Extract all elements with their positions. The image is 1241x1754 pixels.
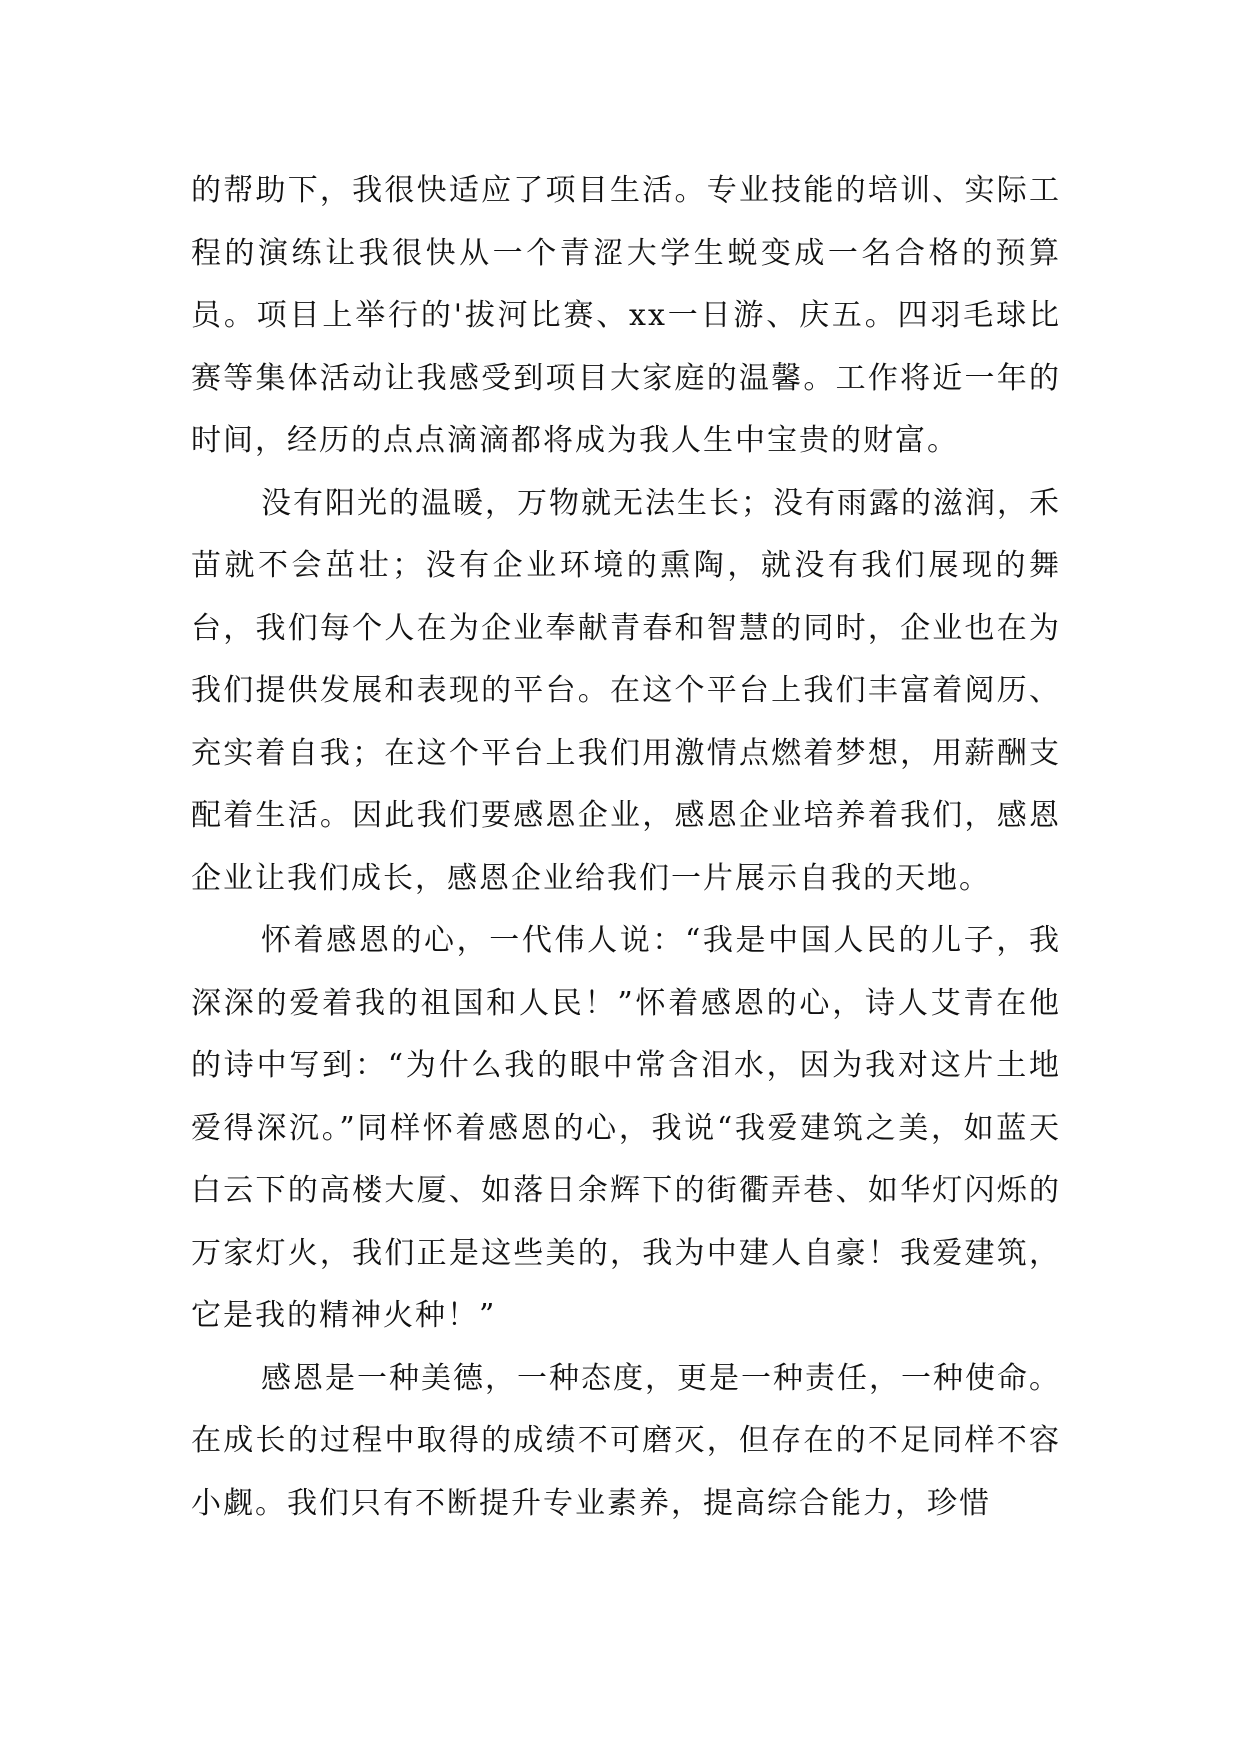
paragraph-enterprise-platform: 没有阳光的温暖，万物就无法生长；没有雨露的滋润，禾苗就不会茁壮；没有企业环境的熏陶，就没有我们展现的舞台，我们每个人在为企业奉献青春和智慧的同时，企业也在为我们提供发展和表现的平台。在这个平台上我们丰富着阅历、充实着自我；在这个平台上我们用激情点燃着梦想，用薪酬支配着生活。因此我们要感恩企业，感恩企业培养着我们，感恩企业让我们成长，感恩企业给我们一片展示自我的天地。 (191, 485, 1061, 896)
paragraph-continued: 的帮助下，我很快适应了项目生活。专业技能的培训、实际工程的演练让我很快从一个青涩大学生蜕变成一名合格的预算员。项目上举行的'拔河比赛、xx一日游、庆五。四羽毛球比赛等集体活动让我感受到项目大家庭的温馨。工作将近一年的时间，经历的点点滴滴都将成为我人生中宝贵的财富。 (191, 173, 1061, 458)
document-page (191, 160, 1061, 1535)
paragraph-grateful-heart: 怀着感恩的心，一代伟人说：“我是中国人民的儿子，我深深的爱着我的祖国和人民！”怀着感恩的心，诗人艾青在他的诗中写到：“为什么我的眼中常含泪水，因为我对这片土地爱得深沉。”同样怀着感恩的心，我说“我爱建筑之美，如蓝天白云下的高楼大厦、如落日余辉下的街衢弄巷、如华灯闪烁的万家灯火，我们正是这些美的，我为中建人自豪！我爱建筑，它是我的精神火种！” (191, 923, 1061, 1333)
paragraph-gratitude-virtue: 感恩是一种美德，一种态度，更是一种责任，一种使命。在成长的过程中取得的成绩不可磨灭，但存在的不足同样不容小觑。我们只有不断提升专业素养，提高综合能力，珍惜 (191, 1360, 1061, 1521)
